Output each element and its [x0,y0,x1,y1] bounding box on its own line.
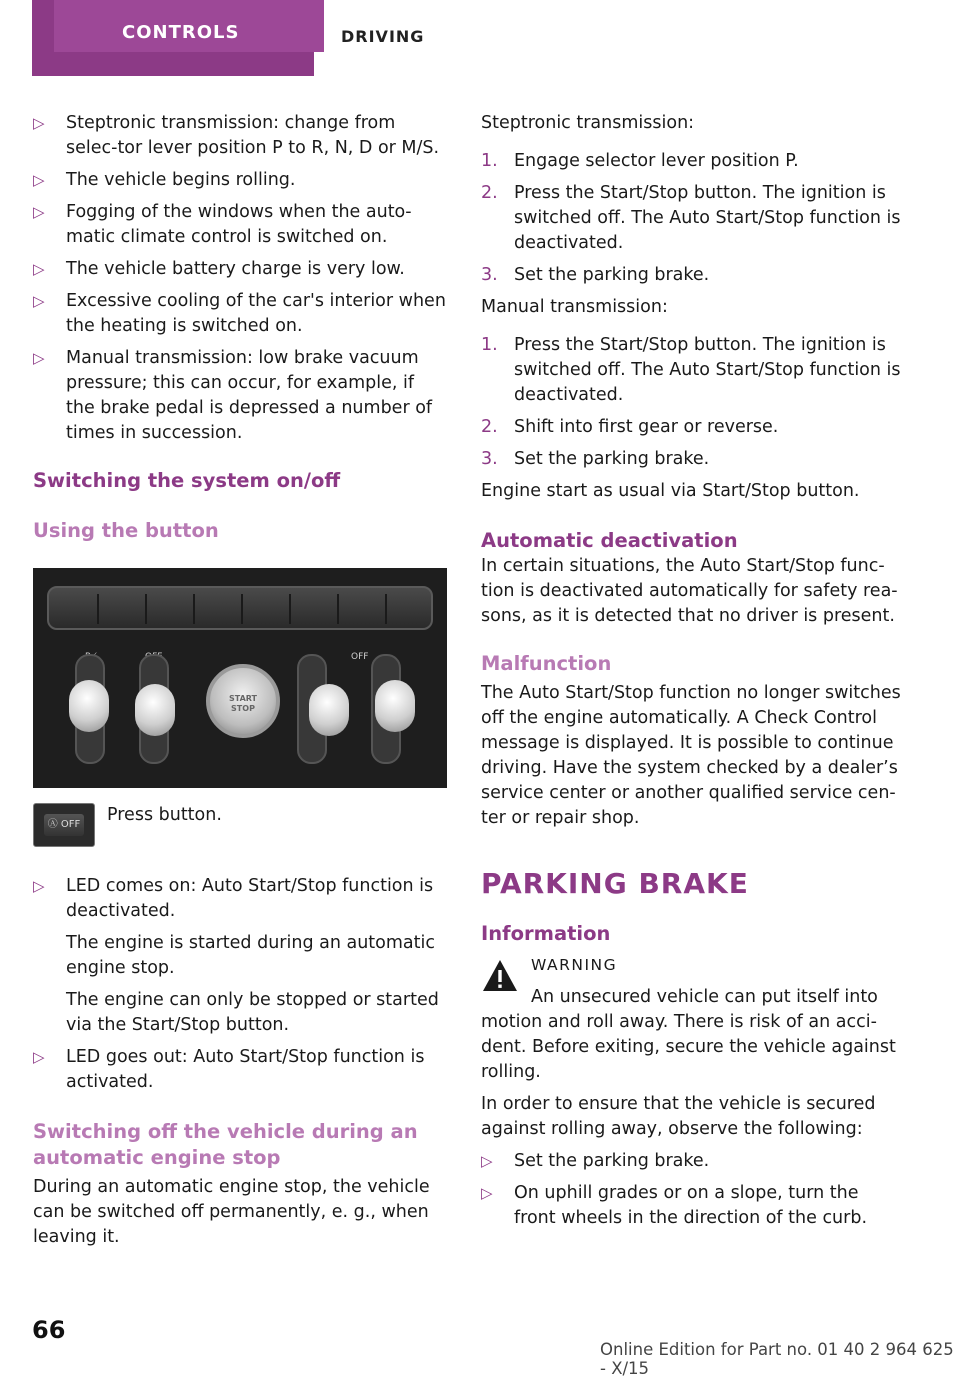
list-item-text: Set the parking brake. [514,265,710,285]
press-button-row [33,803,447,847]
triangle-bullet-icon: ▷ [33,877,45,895]
tab-driving-label: DRIVING [341,27,425,46]
triangle-bullet-icon: ▷ [33,171,45,189]
conditions-list [33,111,447,446]
warning-text-rest: motion and roll away. There is risk of an acci‐dent. Before exiting, secure the vehicle against rolling. [481,1012,896,1082]
start-label: START [228,694,258,703]
list-item-subtext: The engine can only be stopped or started via the Start/Stop button. [66,990,439,1035]
list-item-text: The vehicle battery charge is very low. [66,259,405,279]
heading-switching-system: Switching the system on/off [33,469,341,492]
list-item-text: On uphill grades or on a slope, turn the front wheels in the direction of the curb. [514,1183,868,1228]
list-item-text: LED comes on: Auto Start/Stop function is deactivated. [66,876,434,921]
list-item [481,181,901,256]
step-number: 3. [481,449,498,469]
manual-steps [481,333,901,472]
list-item-text: Steptronic transmission: change from selec‐tor lever position P to R, N, D or M/S. [66,113,440,158]
step-number: 3. [481,265,498,285]
manual-intro: Manual transmission: [481,297,668,317]
photo-off-label-2: OFF [351,652,369,662]
list-item-text: LED goes out: Auto Start/Stop function is activated. [66,1047,425,1092]
list-item [481,1181,901,1231]
list-item [481,333,901,408]
list-item [33,874,447,1038]
heading-malfunction: Malfunction [481,652,612,675]
list-item [33,111,447,161]
warning-block [481,953,901,1085]
heading-using-button: Using the button [33,519,219,542]
list-item [481,149,901,174]
list-item-text: Shift into first gear or reverse. [514,417,779,437]
list-item-text: The vehicle begins rolling. [66,170,296,190]
warning-title: WARNING [531,956,618,974]
triangle-bullet-icon: ▷ [33,292,45,310]
list-item-text: Manual transmission: low brake vacuum pressure; this can occur, for example, if the brake pedal is depressed a number of times in succession. [66,348,433,443]
list-item [33,346,447,446]
list-item-text: Fogging of the windows when the auto‐matic climate control is switched on. [66,202,412,247]
tab-controls-label: CONTROLS [122,22,240,43]
triangle-bullet-icon: ▷ [33,203,45,221]
triangle-bullet-icon: ▷ [481,1184,493,1202]
step-number: 2. [481,417,498,437]
warning-triangle-icon [481,957,519,995]
triangle-bullet-icon: ▷ [33,114,45,132]
led-list [33,874,447,1095]
triangle-bullet-icon: ▷ [33,349,45,367]
heading-switching-off-vehicle: Switching off the vehicle during an automatic engine stop [33,1120,418,1169]
list-item-text: Set the parking brake. [514,449,710,469]
list-item [33,1045,447,1095]
warning-text-first: An unsecured vehicle can put itself into [531,987,878,1007]
list-item-text: Press the Start/Stop button. The ignition is switched off. The Auto Start/Stop function is deactivated. [514,183,901,253]
heading-parking-brake: PARKING BRAKE [481,867,749,900]
step-number: 1. [481,151,498,171]
page-number: 66 [32,1316,66,1344]
engine-start-text: Engine start as usual via Start/Stop button. [481,481,860,501]
list-item-subtext: The engine is started during an automatic engine stop. [66,933,435,978]
heading-automatic-deactivation: Automatic deactivation [481,529,738,552]
press-button-text: Press button. [107,805,222,825]
malfunction-paragraph: The Auto Start/Stop function no longer switches off the engine automatically. A Check Control message is displayed. It is possible to continue driving. Have the system checked by a dealer’s service center or another qualified service cen‐ter or repair shop. [481,683,901,828]
triangle-bullet-icon: ▷ [33,260,45,278]
switch-off-paragraph: During an automatic engine stop, the vehicle can be switched off permanently, e. g., when leaving it. [33,1177,430,1247]
step-number: 2. [481,183,498,203]
list-item [33,200,447,250]
list-item [481,263,901,288]
right-column [481,111,901,1238]
parking-bullets [481,1149,901,1231]
auto-start-stop-off-button-icon [33,803,95,847]
list-item-text: Excessive cooling of the car's interior when the heating is switched on. [66,291,446,336]
left-column [33,111,447,1250]
list-item [481,415,901,440]
list-item [33,168,447,193]
edition-footer: Online Edition for Part no. 01 40 2 964 625 - X/15 [600,1340,954,1378]
triangle-bullet-icon: ▷ [33,1048,45,1066]
aoff-label: Ⓐ OFF [44,814,84,836]
list-item [481,447,901,472]
step-number: 1. [481,335,498,355]
stop-label: STOP [231,704,255,713]
list-item [33,289,447,339]
list-item-text: Press the Start/Stop button. The ignition is switched off. The Auto Start/Stop function is deactivated. [514,335,901,405]
heading-information: Information [481,922,611,945]
start-stop-button-photo [206,664,280,738]
ensure-paragraph: In order to ensure that the vehicle is secured against rolling away, observe the following: [481,1094,876,1139]
button-panel-photo [33,568,447,788]
steptronic-steps [481,149,901,288]
list-item [481,1149,901,1174]
list-item [33,257,447,282]
air-vent-strip [47,586,433,630]
list-item-text: Set the parking brake. [514,1151,710,1171]
steptronic-intro: Steptronic transmission: [481,113,695,133]
list-item-text: Engage selector lever position P. [514,151,799,171]
page-header [0,0,960,76]
auto-deactivation-paragraph: In certain situations, the Auto Start/Stop func‐tion is deactivated automatically for safety rea‐sons, as it is detected that no driver is present. [481,556,898,626]
triangle-bullet-icon: ▷ [481,1152,493,1170]
